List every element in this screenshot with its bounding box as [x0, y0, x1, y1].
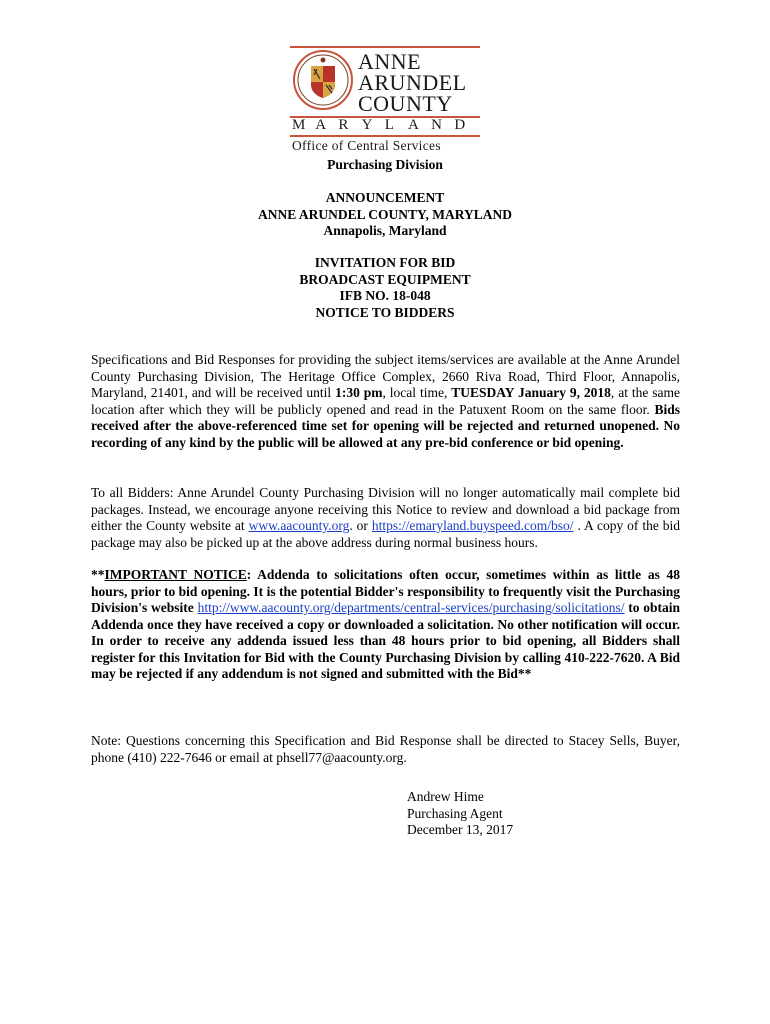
logo-state-letter: R [338, 117, 349, 133]
county-logo [290, 46, 482, 156]
deadline-time: 1:30 pm [335, 385, 383, 400]
subject-heading: BROADCAST EQUIPMENT [299, 271, 471, 287]
logo-text-arundel: ARUNDEL [358, 70, 467, 95]
para2-text: . A copy of the bid package may also be picked up at the above address during normal business hours. [91, 518, 680, 550]
para1-text: , at the same location after which they will be publicly opened and read in the Patuxent Room on the same floor. [91, 385, 680, 417]
logo-state-letter: D [454, 117, 466, 133]
city-heading: Annapolis, Maryland [323, 223, 447, 238]
county-website-link[interactable]: www.aacounty.org [248, 518, 350, 533]
important-notice-paragraph [91, 567, 680, 683]
notice-heading: NOTICE TO BIDDERS [315, 304, 455, 320]
ifb-number: IFB NO. 18-048 [339, 288, 431, 303]
notice-text: to obtain Addenda once they have received a copy or downloaded a solicitation. No other notification will occur. In order to receive any addenda issued less than 48 hours prior to bid opening, all Bidders shall register for this Invitation for Bid with the County Purchasing Division by calling 410-222-7620. A Bid may be rejected if any addendum is not signed and submitted with the Bid** [91, 600, 681, 681]
para1-text: , local time, [382, 385, 452, 400]
county-heading: ANNE ARUNDEL COUNTY, MARYLAND [257, 206, 513, 222]
solicitations-link[interactable]: http://www.aacounty.org/departments/central-services/purchasing/solicitations/ [197, 600, 625, 615]
logo-state-letter: A [407, 117, 419, 133]
para2-text: To all Bidders: Anne Arundel County Purchasing Division will no longer automatically mail complete bid packages. Instead, we encourage anyone receiving this Notice to review and download a bid package from either the County website at [91, 485, 680, 533]
logo-text-maryland [292, 117, 478, 134]
notice-prefix: ** [91, 567, 105, 582]
important-notice-label: IMPORTANT NOTICE [104, 567, 247, 582]
signatory-name: Andrew Hime [407, 789, 484, 804]
logo-state-letter: L [384, 117, 394, 133]
logo-text-anne: ANNE [358, 49, 422, 74]
questions-note: Note: Questions concerning this Specification and Bid Response shall be directed to Stacey Sells, Buyer, phone (410) 222-7646 or email at phsell77@aacounty.org. [91, 733, 680, 765]
emaryland-link[interactable]: https://emaryland.buyspeed.com/bso/ [371, 518, 574, 533]
logo-state-letter: N [431, 117, 442, 133]
para2-text: . or [349, 518, 372, 533]
para1-text: Specifications and Bid Responses for providing the subject items/services are available at the Anne Arundel County Purchasing Division, The Heritage Office Complex, 2660 Riva Road, Third Floor, Annapolis, Maryland, 21401, and will be received until [91, 352, 680, 400]
deadline-date: TUESDAY January 9, 2018 [451, 385, 611, 400]
division-heading: Purchasing Division [327, 157, 443, 172]
notice-text: : Addenda to solicitations often occur, sometimes within as little as 48 hours, prior to bid opening. It is the potential Bidder's responsibility to frequently visit the Purchasing Division's website [91, 567, 680, 615]
specifications-paragraph [91, 352, 680, 451]
signatory-title: Purchasing Agent [407, 805, 503, 821]
logo-text-county: COUNTY [358, 91, 453, 116]
logo-state-letter: M [292, 117, 306, 133]
county-seal-icon [293, 50, 353, 110]
signature-date: December 13, 2017 [407, 822, 514, 837]
announcement-heading: ANNOUNCEMENT [325, 190, 445, 205]
logo-state-letter: A [315, 117, 327, 133]
logo-rule [290, 46, 480, 48]
invitation-heading: INVITATION FOR BID [314, 255, 456, 270]
late-bid-warning: Bids received after the above-referenced time set for opening will be rejected and returned unopened. No recording of any kind by the public will be allowed at any pre-bid conference or bid opening. [91, 401, 680, 450]
bid-package-paragraph [91, 485, 680, 551]
logo-office-name: Office of Central Services [292, 138, 441, 153]
logo-state-letter: Y [361, 117, 373, 133]
logo-rule [290, 135, 480, 137]
